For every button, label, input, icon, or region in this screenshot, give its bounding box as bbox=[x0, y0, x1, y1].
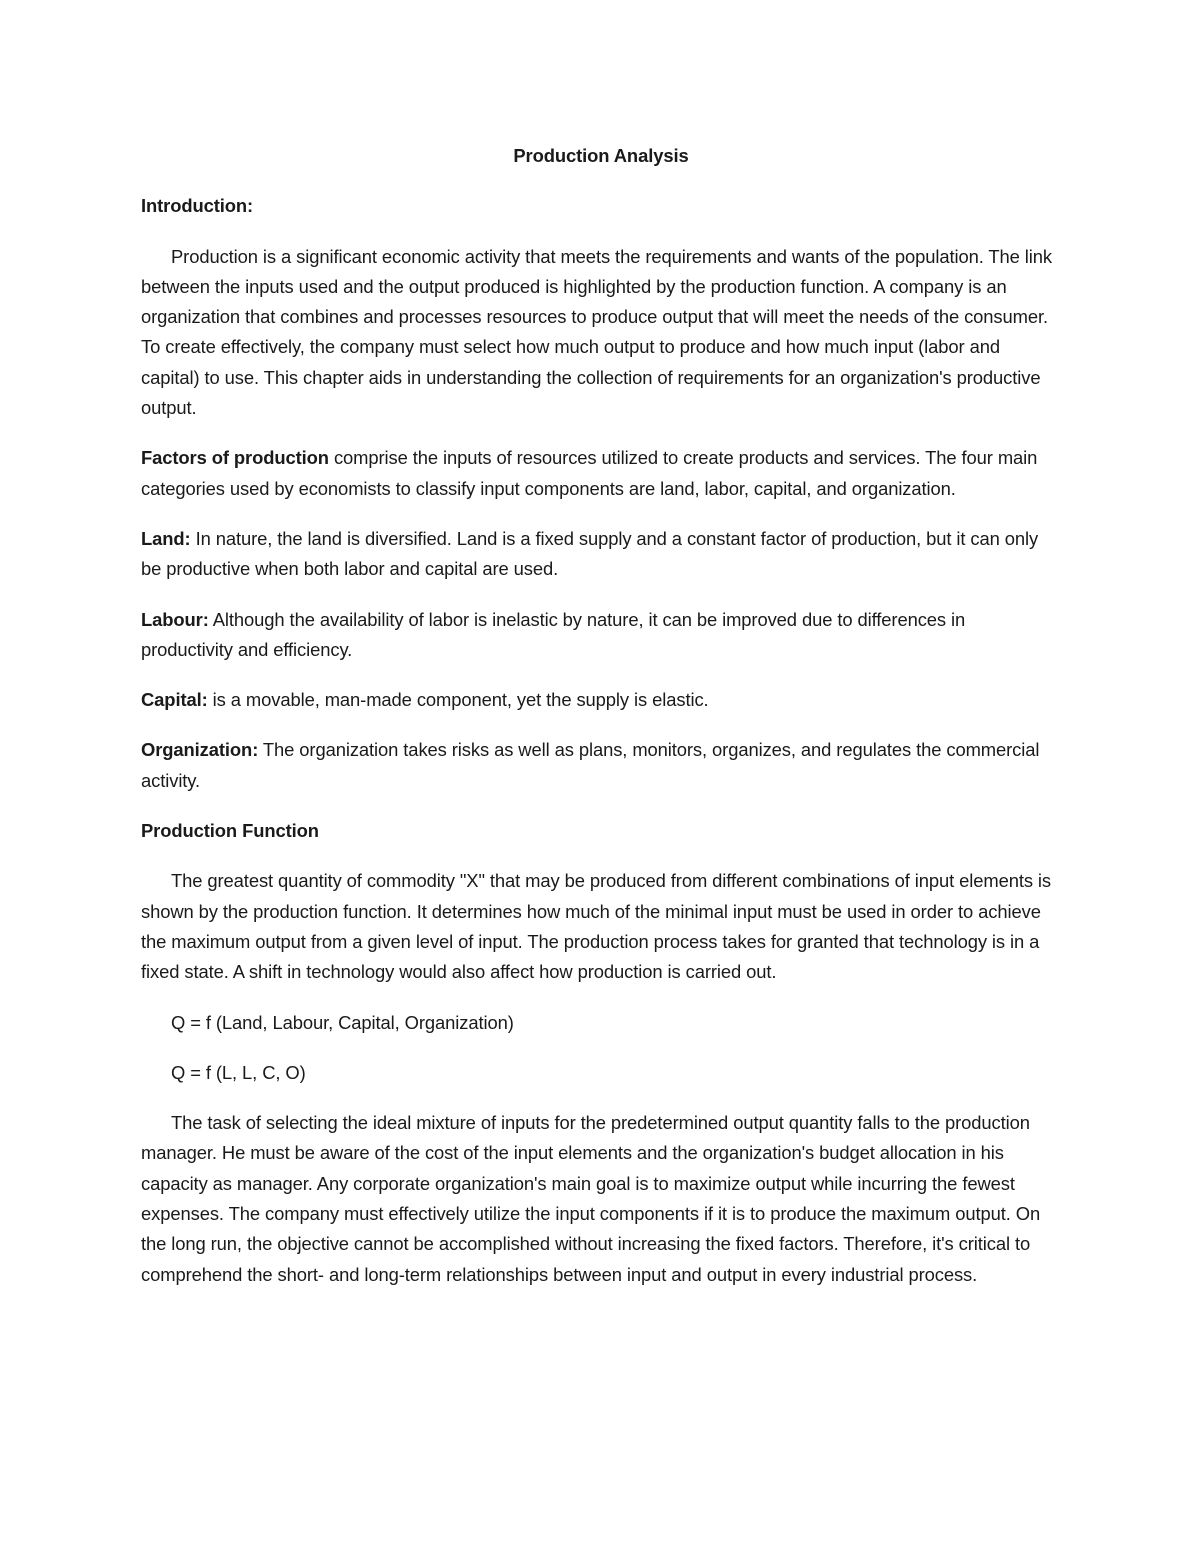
organization-text: The organization takes risks as well as plans, monitors, organizes, and regulates the commercial activity. bbox=[141, 739, 1040, 791]
document-page bbox=[141, 141, 1061, 1310]
formula-full: Q = f (Land, Labour, Capital, Organization) bbox=[171, 1011, 514, 1033]
document-title: Production Analysis bbox=[513, 145, 689, 166]
production-function-heading: Production Function bbox=[141, 820, 319, 842]
production-function-paragraph-1: The greatest quantity of commodity "X" that may be produced from different combinations of input elements is shown by the production function. It determines how much of the minimal input must be used in order to achieve the maximum output from a given level of input. The production process takes for granted that technology is in a fixed state. A shift in technology would also affect how production is carried out. bbox=[141, 870, 1052, 983]
organization-paragraph bbox=[141, 735, 1061, 796]
production-function-paragraph-2: The task of selecting the ideal mixture of inputs for the predetermined output quantity falls to the production manager. He must be aware of the cost of the input elements and the organization's budget allocation in his capacity as manager. Any corporate organization's main goal is to maximize output while incurring the fewest expenses. The company must effectively utilize the input components if it is to produce the maximum output. On the long run, the objective cannot be accomplished without increasing the fixed factors. Therefore, it's critical to comprehend the short- and long-term relationships between input and output in every industrial process. bbox=[141, 1112, 1041, 1285]
introduction-paragraph: Production is a significant economic activity that meets the requirements and wants of the population. The link between the inputs used and the output produced is highlighted by the production function. A company is an organization that combines and processes resources to produce output that will meet the needs of the consumer. To create effectively, the company must select how much output to produce and how much input (labor and capital) to use. This chapter aids in understanding the collection of requirements for an organization's productive output. bbox=[141, 245, 1052, 419]
factors-term: Factors of production bbox=[141, 447, 329, 469]
land-paragraph bbox=[141, 524, 1061, 585]
formula-short: Q = f (L, L, C, O) bbox=[171, 1061, 306, 1083]
introduction-heading: Introduction: bbox=[141, 195, 254, 217]
capital-paragraph bbox=[141, 685, 1061, 715]
organization-term: Organization: bbox=[141, 739, 259, 761]
labour-text: Although the availability of labor is inelastic by nature, it can be improved due to differences in productivity and efficiency. bbox=[141, 608, 966, 660]
labour-paragraph bbox=[141, 605, 1061, 666]
capital-term: Capital: bbox=[141, 689, 208, 711]
factors-text: comprise the inputs of resources utilized to create products and services. The four main categories used by economists to classify input components are land, labor, capital, and organization. bbox=[141, 447, 1038, 499]
labour-term: Labour: bbox=[141, 608, 209, 630]
capital-text: is a movable, man-made component, yet the supply is elastic. bbox=[207, 689, 709, 711]
factors-paragraph bbox=[141, 443, 1061, 504]
land-term: Land: bbox=[141, 527, 191, 549]
land-text: In nature, the land is diversified. Land is a fixed supply and a constant factor of production, but it can only be productive when both labor and capital are used. bbox=[141, 527, 1039, 580]
